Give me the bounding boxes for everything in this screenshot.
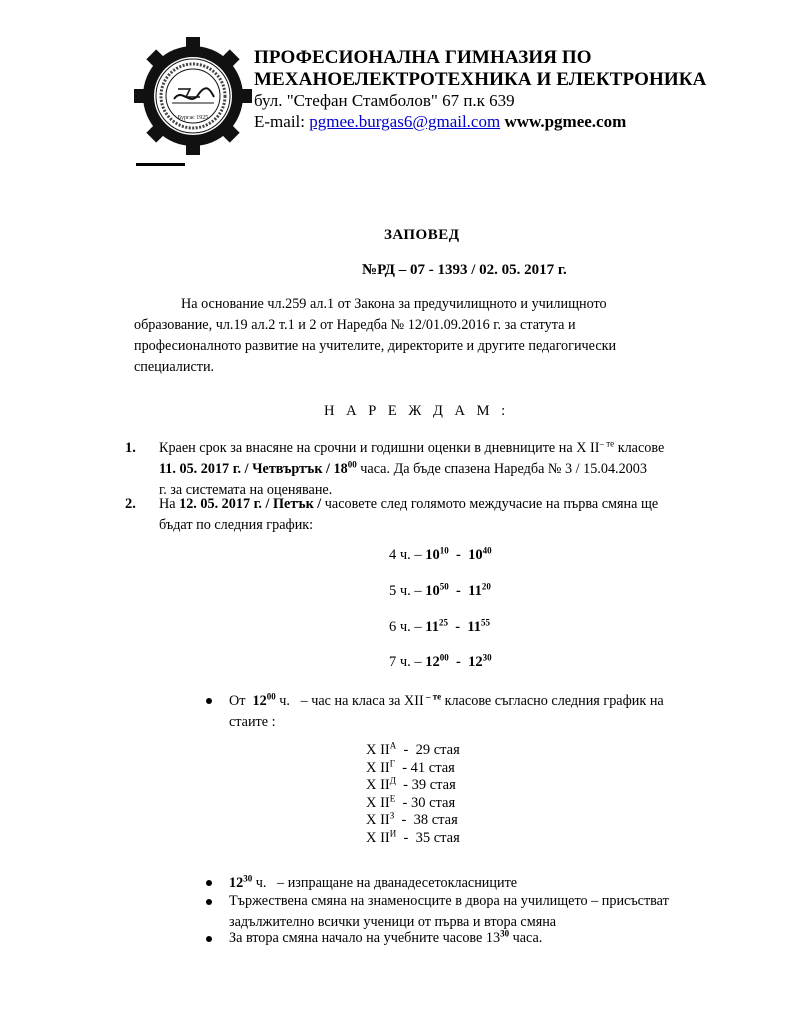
class-hour-bullet xyxy=(229,691,719,733)
item-1-text: Краен срок за внасяне на срочни и годишни оценки в дневниците на Х ІІ xyxy=(159,440,600,456)
room-class: Х ІІ xyxy=(366,777,390,793)
item-1-line2 xyxy=(159,459,719,480)
school-address: бул. "Стефан Стамболов" 67 п.к 639 xyxy=(254,91,515,110)
period-sep: - xyxy=(448,654,469,670)
room-letter: А xyxy=(389,740,397,751)
room-number: - 35 стая xyxy=(396,829,460,846)
room-row xyxy=(366,812,460,830)
preamble-line: специалисти. xyxy=(134,359,215,375)
schedule-row xyxy=(389,654,492,671)
bullet-dot xyxy=(206,936,212,942)
period-start-min: 50 xyxy=(439,581,449,592)
order-title: ЗАПОВЕД xyxy=(384,227,460,243)
period-end: 11 xyxy=(467,619,482,635)
item-1-sup: – те xyxy=(599,438,615,449)
period-start-min: 25 xyxy=(439,617,448,628)
class-hour-sup: – те xyxy=(423,691,442,702)
period-sep: - xyxy=(448,547,469,563)
room-row xyxy=(366,830,460,848)
room-letter: Д xyxy=(389,775,396,786)
item-1-deadline: 11. 05. 2017 г. / Четвъртък / 18 xyxy=(159,461,348,477)
flag-bearers-line2: задължително всички ученици от първа и втора смяна xyxy=(229,914,557,930)
directive-heading: Н А Р Е Ж Д А М : xyxy=(324,403,510,419)
second-shift-bullet xyxy=(229,928,542,949)
period-end: 10 xyxy=(468,547,483,563)
period-end-min: 30 xyxy=(482,652,492,663)
flag-bearers-bullet xyxy=(229,891,719,933)
item-1-line1 xyxy=(159,438,719,459)
room-row xyxy=(366,777,460,795)
room-letter: Г xyxy=(389,758,395,769)
room-class: Х ІІ xyxy=(366,812,390,828)
header-rule xyxy=(136,163,185,166)
period-label: 4 ч. – xyxy=(389,547,426,563)
item-1-text: класове xyxy=(614,440,665,456)
school-name-line1: ПРОФЕСИОНАЛНА ГИМНАЗИЯ ПО xyxy=(254,47,592,68)
period-start: 11 xyxy=(425,619,439,635)
second-shift-text: часа. xyxy=(509,930,543,946)
email-link[interactable]: pgmee.burgas6@gmail.com xyxy=(309,112,501,131)
period-sep: - xyxy=(448,583,469,599)
order-number: №РД – 07 - 1393 / 02. 05. 2017 г. xyxy=(362,262,567,278)
item-1-number: 1. xyxy=(125,440,136,456)
period-start: 10 xyxy=(425,583,440,599)
preamble-line: На основание чл.259 ал.1 от Закона за предучилищното и училищното xyxy=(181,296,607,312)
preamble xyxy=(134,294,714,378)
room-class: Х ІІ xyxy=(366,759,390,776)
period-end-min: 40 xyxy=(482,545,492,556)
website-text: www.pgmee.com xyxy=(504,112,627,131)
room-row xyxy=(366,742,460,760)
period-end-min: 55 xyxy=(481,617,491,628)
room-row xyxy=(366,795,460,813)
period-end-min: 20 xyxy=(481,581,491,592)
room-number: - 39 стая xyxy=(395,777,456,793)
schedule-row xyxy=(389,619,490,636)
farewell-text: ч. – изпращане на дванадесетокласниците xyxy=(252,875,518,891)
period-start-min: 00 xyxy=(439,652,449,663)
second-shift-time-min: 30 xyxy=(500,928,510,939)
item-2-line1 xyxy=(159,494,719,515)
class-hour-text: ч. – час на класа за ХІІ xyxy=(275,693,424,709)
class-hour-time: 12 xyxy=(252,693,267,709)
schedule-row xyxy=(389,547,492,564)
room-number: - 41 стая xyxy=(394,759,455,776)
room-row xyxy=(366,760,460,778)
period-end: 11 xyxy=(468,583,482,599)
item-1-text: часа. Да бъде спазена Наредба № 3 / 15.04.2003 xyxy=(356,461,647,477)
flag-bearers-line1: Тържествена смяна на знаменосците в двора на училището – присъстват xyxy=(229,893,669,909)
second-shift-text: За втора смяна начало на учебните часове 13 xyxy=(229,930,501,946)
room-number: - 38 стая xyxy=(394,812,458,828)
schedule-row xyxy=(389,583,491,600)
item-1-line3: г. за системата на оценяване. xyxy=(159,482,333,498)
period-start: 12 xyxy=(425,654,440,670)
gear-logo-icon xyxy=(134,37,252,155)
room-class: Х ІІ xyxy=(366,829,390,846)
item-2-date: 12. 05. 2017 г. / Петък / xyxy=(179,496,322,512)
room-number: - 29 стая xyxy=(396,742,460,758)
bullet-dot xyxy=(206,880,212,886)
period-label: 7 ч. – xyxy=(389,654,426,670)
period-sep: - xyxy=(448,619,468,635)
room-letter: З xyxy=(389,810,395,821)
period-label: 6 ч. – xyxy=(389,619,426,635)
school-logo xyxy=(134,37,252,155)
class-hour-time-min: 00 xyxy=(266,691,276,702)
item-2-text: часовете след голямото междучасие на първа смяна ще xyxy=(321,496,659,512)
room-class: Х ІІ xyxy=(366,794,390,811)
item-1 xyxy=(159,438,719,501)
bullet-dot xyxy=(206,899,212,905)
room-number: - 30 стая xyxy=(395,794,456,811)
class-hour-text: От xyxy=(229,693,253,709)
class-hour-line1 xyxy=(229,691,719,712)
school-name-line2: МЕХАНОЕЛЕКТРОТЕХНИКА И ЕЛЕКТРОНИКА xyxy=(254,69,707,90)
room-letter: Е xyxy=(389,793,396,804)
period-end: 12 xyxy=(468,654,483,670)
period-label: 5 ч. – xyxy=(389,583,426,599)
item-2 xyxy=(159,494,719,536)
room-letter: И xyxy=(389,828,397,839)
room-class: Х ІІ xyxy=(366,742,390,758)
preamble-line: образование, чл.19 ал.2 т.1 и 2 от Наредба № 12/01.09.2016 г. за статута и xyxy=(134,317,576,333)
item-1-sup: 00 xyxy=(347,459,357,470)
email-label: E-mail: xyxy=(254,112,305,131)
farewell-time-min: 30 xyxy=(243,873,253,884)
item-2-line2: бъдат по следния график: xyxy=(159,517,314,533)
preamble-line: професионалното развитие на учителите, директорите и другите педагогически xyxy=(134,338,617,354)
class-hour-text: класове съгласно следния график на xyxy=(441,693,664,709)
item-2-text: На xyxy=(159,496,180,512)
class-hour-line2: стаите : xyxy=(229,714,276,730)
contact-line xyxy=(254,111,626,132)
item-2-number: 2. xyxy=(125,496,136,512)
bullet-dot xyxy=(206,698,212,704)
period-start: 10 xyxy=(425,547,440,563)
room-list xyxy=(366,742,460,847)
period-start-min: 10 xyxy=(439,545,449,556)
farewell-time: 12 xyxy=(229,875,244,891)
logo-caption: Бургас 1925 xyxy=(177,115,209,121)
